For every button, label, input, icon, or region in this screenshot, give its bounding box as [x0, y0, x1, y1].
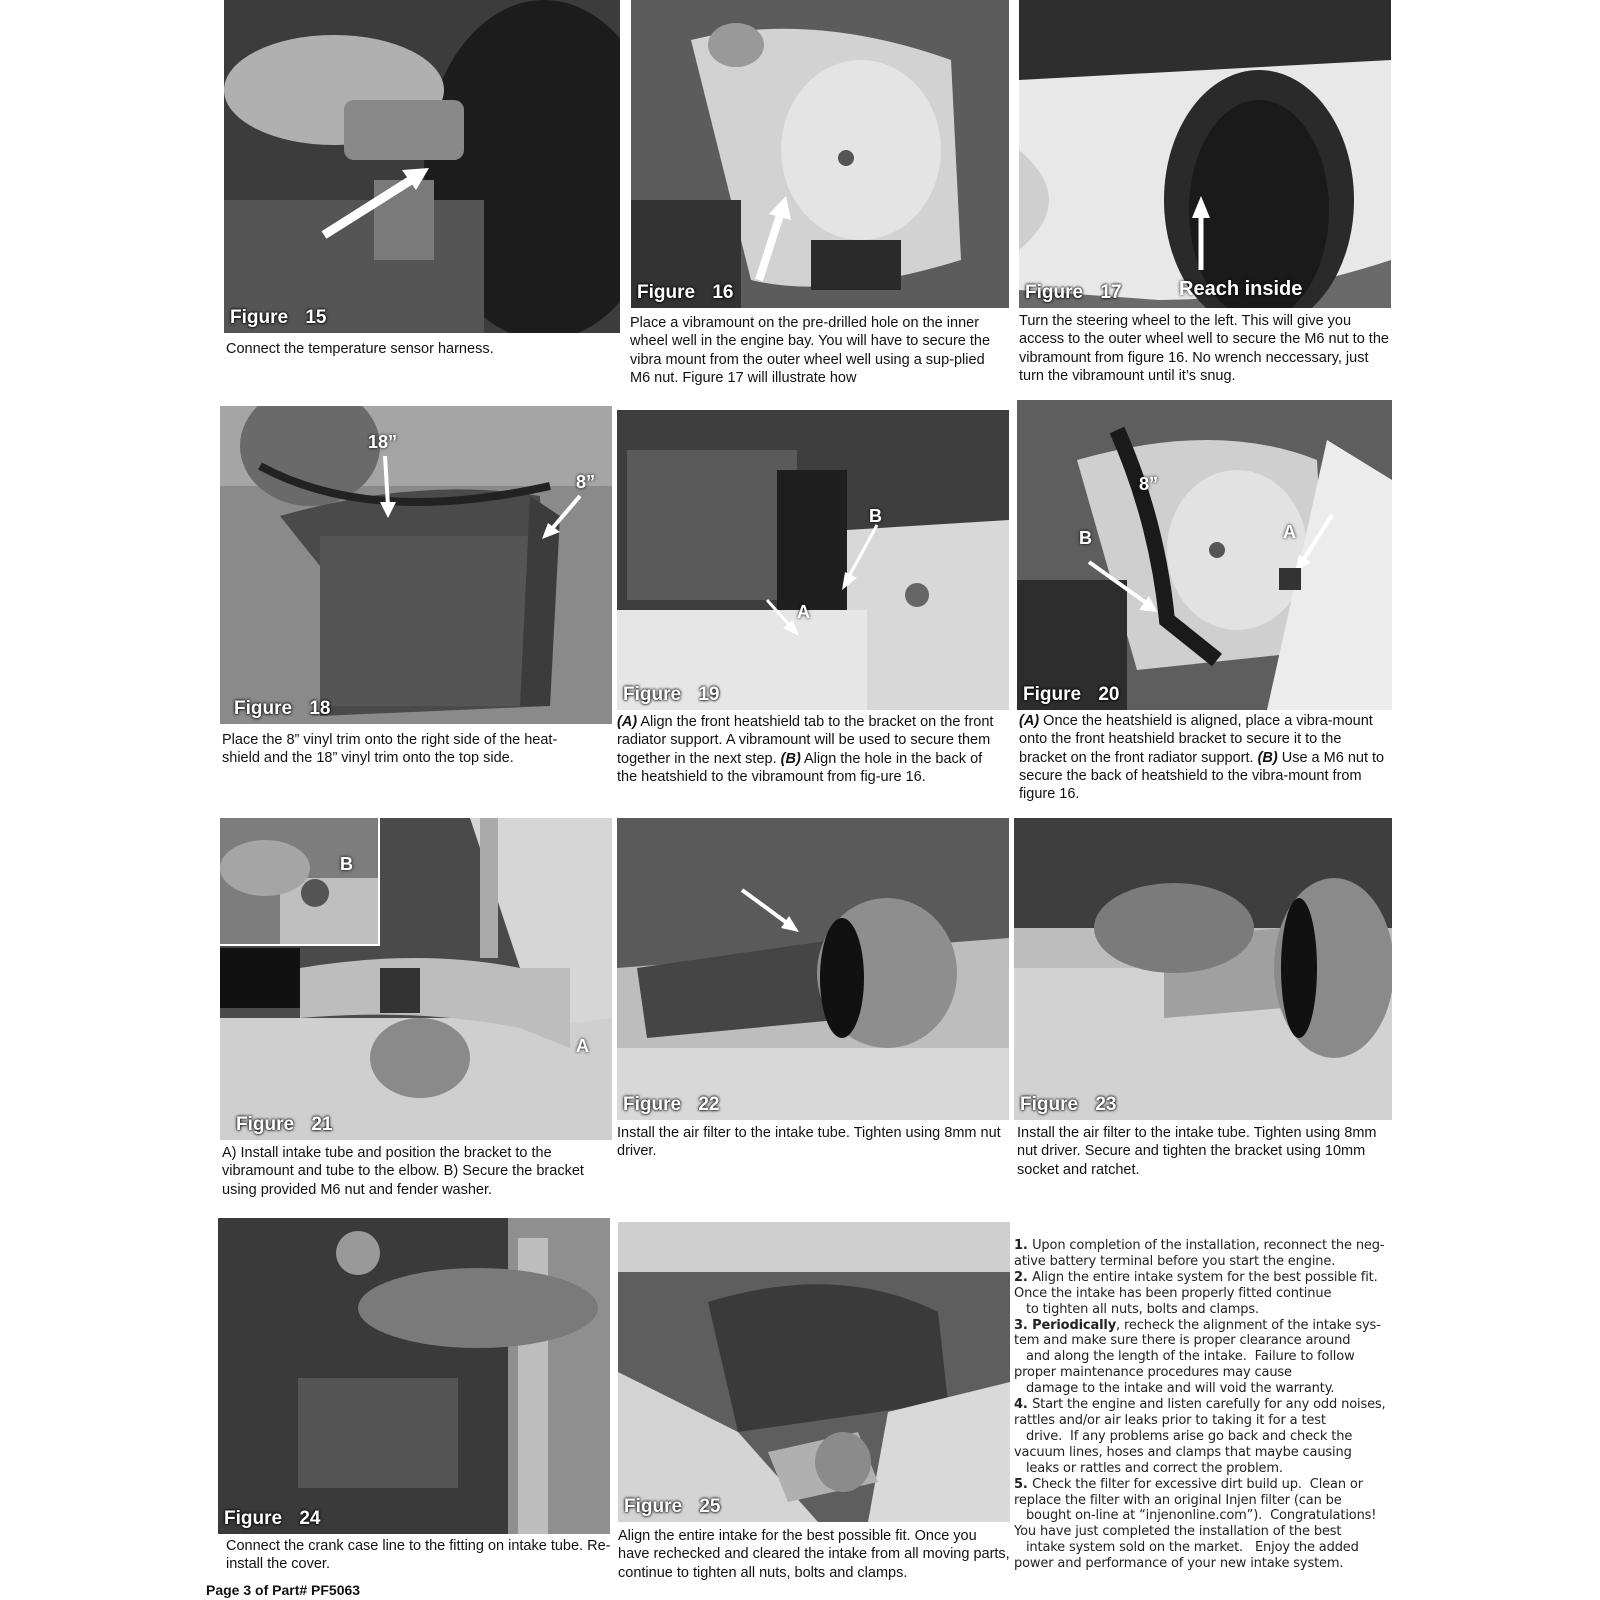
figure-20-photo [1017, 400, 1392, 710]
figure-17-overlay-reach-inside: Reach inside [1179, 278, 1303, 300]
note-text: ative battery terminal before you start the engine. [1014, 1253, 1336, 1269]
note-text: and along the length of the intake. Failure to follow [1014, 1349, 1355, 1365]
note-line [1014, 1397, 1392, 1413]
note-line [1014, 1508, 1392, 1524]
note-text: You have just completed the installation of the best [1014, 1524, 1342, 1540]
note-line [1014, 1493, 1392, 1509]
figure-19-overlay-b: B [869, 506, 882, 526]
figure-17-photo [1019, 0, 1391, 308]
note-line [1014, 1349, 1392, 1365]
figure-20-caption-b-tag: (B) [1257, 749, 1278, 766]
note-text: proper maintenance procedures may cause [1014, 1365, 1292, 1381]
note-line [1014, 1318, 1392, 1334]
figure-19-caption-a-tag: (A) [617, 714, 638, 730]
figure-19-caption [617, 713, 1002, 786]
note-text: leaks or rattles and correct the problem. [1014, 1460, 1283, 1476]
note-item [1014, 1397, 1392, 1477]
note-line [1014, 1413, 1392, 1429]
note-text: Start the engine and listen carefully for any odd noises, [1032, 1397, 1386, 1413]
figure-16-photo [631, 0, 1009, 308]
note-line [1014, 1238, 1392, 1254]
note-text: damage to the intake and will void the warranty. [1014, 1381, 1335, 1397]
figure-18-label: Figure 18 [234, 698, 331, 719]
note-line [1014, 1254, 1392, 1270]
page-footer: Page 3 of Part# PF5063 [206, 1582, 361, 1598]
note-item [1014, 1270, 1392, 1318]
note-text: to tighten all nuts, bolts and clamps. [1014, 1301, 1259, 1317]
figure-25-caption: Align the entire intake for the best possible fit. Once you have rechecked and cleared the intake from all moving parts, continue to tighten all nuts, bolts and clamps. [618, 1528, 1010, 1581]
figure-23-caption: Install the air filter to the intake tube. Tighten using 8mm nut driver. Secure and tighten the bracket using 10mm socket and ratchet. [1017, 1125, 1377, 1178]
figure-20-overlay-8in: 8” [1139, 474, 1159, 494]
figure-23-label: Figure 23 [1020, 1094, 1117, 1115]
note-line [1014, 1381, 1392, 1397]
figure-15-caption: Connect the temperature sensor harness. [226, 341, 494, 357]
figure-21-caption: A) Install intake tube and position the bracket to the vibramount and tube to the elbow. B) Secure the bracket using provided M6 nut and fender washer. [222, 1145, 584, 1198]
figure-23-photo [1014, 818, 1392, 1120]
note-number: 1. [1014, 1238, 1033, 1253]
figure-18-photo [220, 406, 612, 724]
note-text: Align the entire intake system for the best possible fit. [1032, 1269, 1378, 1285]
note-line [1014, 1429, 1392, 1445]
note-item [1014, 1238, 1392, 1270]
figure-15-label: Figure 15 [230, 307, 327, 328]
note-item [1014, 1477, 1392, 1572]
note-text: power and performance of your new intake system. [1014, 1556, 1344, 1572]
note-text: Once the intake has been properly fitted continue [1014, 1285, 1332, 1301]
note-line [1014, 1556, 1392, 1572]
figure-22-caption: Install the air filter to the intake tube. Tighten using 8mm nut driver. [617, 1125, 1001, 1160]
figure-20-overlay-b: B [1079, 528, 1092, 548]
note-line [1014, 1270, 1392, 1286]
figure-25-photo [618, 1222, 1010, 1522]
note-line [1014, 1461, 1392, 1477]
figure-20-overlay-a: A [1283, 522, 1296, 542]
figure-16-label: Figure 16 [637, 282, 734, 303]
figure-21-overlay-a: A [576, 1036, 589, 1056]
note-line [1014, 1333, 1392, 1349]
figure-15-photo [224, 0, 620, 333]
figure-24-photo [218, 1218, 610, 1534]
note-number: 3. [1014, 1317, 1033, 1333]
figure-24-label: Figure 24 [224, 1508, 321, 1529]
note-item [1014, 1318, 1392, 1398]
figure-19-caption-a: Align the front heatshield tab to the bracket on the front radiator support. A vibramount will be used to secure them together in the next step. [617, 714, 994, 767]
figure-19-label: Figure 19 [623, 684, 720, 705]
figure-21-inset-photo [220, 818, 380, 946]
figure-22-label: Figure 22 [623, 1094, 720, 1115]
note-line [1014, 1524, 1392, 1540]
note-text: replace the filter with an original Injen filter (can be [1014, 1492, 1342, 1508]
figure-16-caption: Place a vibramount on the pre-drilled hole on the inner wheel well in the engine bay. You will have to secure the vibra mount from the outer wheel well using a sup-plied M6 nut. Figure 17 will illustrate how [630, 315, 991, 386]
note-line [1014, 1540, 1392, 1556]
figure-18-overlay-8in: 8” [576, 472, 596, 492]
figure-21-photo [220, 818, 612, 1140]
figure-21-overlay-b: B [340, 854, 353, 874]
note-text: drive. If any problems arise go back and check the [1014, 1428, 1353, 1444]
note-text: intake system sold on the market. Enjoy the added [1014, 1540, 1359, 1556]
note-text: tem and make sure there is proper clearance around [1014, 1333, 1351, 1349]
note-number: 4. [1014, 1397, 1033, 1413]
figure-18-caption: Place the 8” vinyl trim onto the right side of the heat-shield and the 18” vinyl trim onto the top side. [222, 732, 558, 767]
note-text: vacuum lines, hoses and clamps that maybe causing [1014, 1444, 1352, 1460]
note-text: Upon completion of the installation, reconnect the neg- [1032, 1238, 1385, 1253]
completion-notes [1014, 1238, 1392, 1572]
note-line [1014, 1302, 1392, 1318]
note-line [1014, 1286, 1392, 1302]
note-number: 2. [1014, 1269, 1033, 1285]
figure-19-overlay-a: A [797, 602, 810, 622]
figure-20-caption-a-tag: (A) [1019, 713, 1040, 729]
note-text: rattles and/or air leaks prior to taking it for a test [1014, 1412, 1326, 1428]
figure-17-label: Figure 17 [1025, 282, 1122, 303]
note-line [1014, 1445, 1392, 1461]
figure-21-label: Figure 21 [236, 1114, 333, 1135]
note-text: , recheck the alignment of the intake sys- [1116, 1317, 1381, 1333]
note-line [1014, 1477, 1392, 1493]
figure-22-photo [617, 818, 1009, 1120]
figure-20-label: Figure 20 [1023, 684, 1120, 705]
note-lead: Periodically [1032, 1317, 1117, 1333]
note-number: 5. [1014, 1476, 1033, 1492]
note-line [1014, 1365, 1392, 1381]
figure-20-caption [1019, 712, 1391, 803]
figure-17-caption: Turn the steering wheel to the left. This will give you access to the outer wheel well to secure the M6 nut to the vibramount from figure 16. No wrench neccessary, just turn the vibramount until it’s snug. [1019, 313, 1389, 384]
figure-20-caption-b: Use a M6 nut to secure the back of heatshield to the vibra-mount from figure 16. [1019, 749, 1385, 803]
figure-24-caption: Connect the crank case line to the fitting on intake tube. Re-install the cover. [226, 1538, 611, 1573]
figure-19-caption-b-tag: (B) [780, 750, 801, 767]
figure-20-caption-a: Once the heatshield is aligned, place a vibra-mount onto the front heatshield bracket to secure it to the bracket on the front radiator support. [1019, 713, 1373, 766]
note-text: bought on-line at “injenonline.com”). Congratulations! [1014, 1508, 1377, 1524]
note-text: Check the filter for excessive dirt build up. Clean or [1032, 1476, 1363, 1492]
figure-19-caption-b: Align the hole in the back of the heatshield to the vibramount from fig-ure 16. [617, 750, 983, 785]
figure-19-photo [617, 410, 1009, 710]
figure-18-overlay-18in: 18” [368, 432, 398, 452]
figure-25-label: Figure 25 [624, 1496, 721, 1517]
